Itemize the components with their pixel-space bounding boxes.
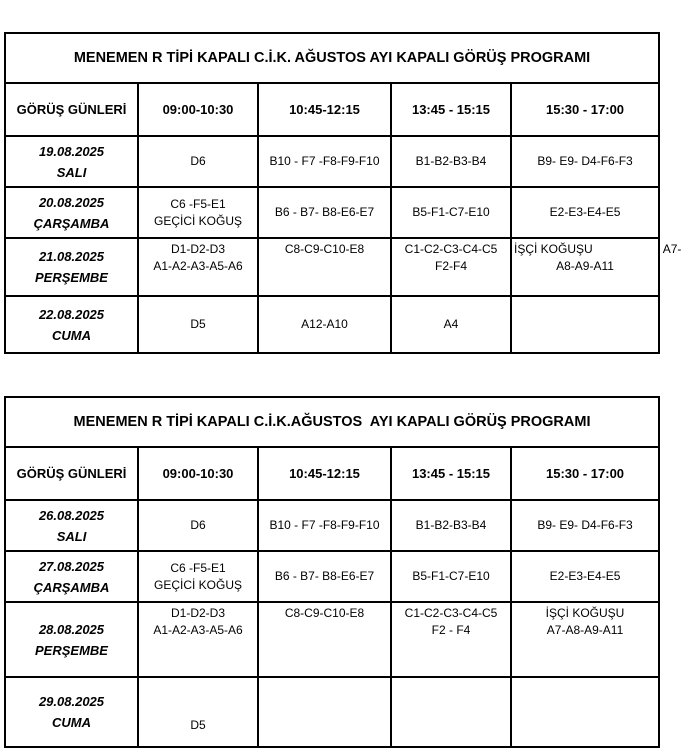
visit-weekday: ÇARŞAMBA xyxy=(33,579,110,595)
ward-list: GEÇİCİ KOĞUŞ xyxy=(153,577,242,592)
ward-list: B5-F1-C7-E10 xyxy=(412,569,490,583)
ward-list: A8-A9-A11 xyxy=(556,259,614,273)
visit-weekday: ÇARŞAMBA xyxy=(33,215,110,231)
ward-list: C1-C2-C3-C4-C5 xyxy=(404,606,498,620)
slot-cell xyxy=(258,296,391,353)
ward-list: D5 xyxy=(190,317,206,331)
slot-cell xyxy=(391,296,511,353)
slot-cell xyxy=(511,677,659,747)
slot-cell xyxy=(138,136,258,187)
table-row xyxy=(5,677,659,747)
slot-cell xyxy=(511,296,659,353)
slot-cell xyxy=(511,500,659,551)
header-slot-1: 09:00-10:30 xyxy=(138,447,258,500)
day-cell xyxy=(5,238,138,296)
visit-weekday: PERŞEMBE xyxy=(35,270,108,285)
slot-cell xyxy=(138,602,258,677)
ward-list: F2-F4 xyxy=(434,259,467,273)
slot-cell xyxy=(258,500,391,551)
slot-cell xyxy=(511,187,659,238)
visit-date: 26.08.2025 xyxy=(38,507,105,523)
visit-date: 20.08.2025 xyxy=(38,194,105,210)
schedule-table-1 xyxy=(4,32,681,354)
slot-cell xyxy=(258,677,391,747)
visit-weekday: SALI xyxy=(56,164,87,180)
header-slot-3: 13:45 - 15:15 xyxy=(391,83,511,136)
slot-cell xyxy=(391,136,511,187)
schedule-title: MENEMEN R TİPİ KAPALI C.İ.K.AĞUSTOS AYI KAPALI GÖRÜŞ PROGRAMI xyxy=(5,397,659,447)
slot-cell xyxy=(258,238,391,296)
ward-list: E2-E3-E4-E5 xyxy=(549,205,621,219)
ward-list: C6 -F5-E1 xyxy=(170,196,226,211)
ward-list: A12-A10 xyxy=(301,317,348,331)
slot-cell xyxy=(391,500,511,551)
visit-weekday: SALI xyxy=(56,528,87,544)
table-row xyxy=(5,602,659,677)
table-row xyxy=(5,296,659,353)
schedule-title: MENEMEN R TİPİ KAPALI C.İ.K. AĞUSTOS AYI KAPALI GÖRÜŞ PROGRAMI xyxy=(5,33,659,83)
ward-list: D5 xyxy=(190,718,206,732)
slot-cell xyxy=(138,551,258,602)
ward-list: B6 - B7- B8-E6-E7 xyxy=(274,205,375,219)
ward-list: İŞÇİ KOĞUŞU xyxy=(545,606,625,620)
ward-list: C8-C9-C10-E8 xyxy=(284,606,365,620)
ward-list: C8-C9-C10-E8 xyxy=(284,242,365,256)
day-cell xyxy=(5,551,138,602)
table-row xyxy=(5,238,659,296)
schedule-table-2 xyxy=(4,396,660,748)
ward-list: D1-D2-D3 xyxy=(170,242,225,256)
ward-list: A1-A2-A3-A5-A6 xyxy=(153,623,243,637)
slot-cell xyxy=(391,551,511,602)
day-cell xyxy=(5,500,138,551)
day-cell xyxy=(5,677,138,747)
day-cell xyxy=(5,136,138,187)
slot-cell xyxy=(138,296,258,353)
visit-weekday: CUMA xyxy=(52,715,91,730)
ward-list: B6 - B7- B8-E6-E7 xyxy=(274,569,375,583)
visit-weekday: CUMA xyxy=(52,327,91,343)
slot-cell xyxy=(511,602,659,677)
table-row xyxy=(5,551,659,602)
slot-cell xyxy=(391,602,511,677)
table-row xyxy=(5,187,659,238)
slot-cell xyxy=(391,238,511,296)
ward-list: İŞÇİ KOĞUŞU xyxy=(514,242,593,256)
ward-list: B10 - F7 -F8-F9-F10 xyxy=(269,518,380,532)
slot-cell xyxy=(258,602,391,677)
day-cell xyxy=(5,296,138,353)
slot-cell xyxy=(391,187,511,238)
ward-list: C6 -F5-E1 xyxy=(170,560,226,575)
slot-cell xyxy=(258,187,391,238)
slot-cell xyxy=(511,136,659,187)
slot-cell xyxy=(258,136,391,187)
ward-list: A7- xyxy=(662,242,681,256)
header-slot-1: 09:00-10:30 xyxy=(138,83,258,136)
header-visit-days: GÖRÜŞ GÜNLERİ xyxy=(5,83,138,136)
visit-date: 21.08.2025 xyxy=(38,249,105,264)
visit-date: 22.08.2025 xyxy=(38,306,105,322)
day-cell xyxy=(5,187,138,238)
slot-cell xyxy=(258,551,391,602)
header-visit-days: GÖRÜŞ GÜNLERİ xyxy=(5,447,138,500)
slot-cell xyxy=(138,187,258,238)
ward-list: B10 - F7 -F8-F9-F10 xyxy=(269,154,380,168)
ward-list: B5-F1-C7-E10 xyxy=(412,205,490,219)
visit-date: 19.08.2025 xyxy=(38,143,105,159)
slot-cell xyxy=(138,500,258,551)
ward-list: B9- E9- D4-F6-F3 xyxy=(537,154,633,168)
ward-list: A4 xyxy=(443,317,459,331)
ward-list: F2 - F4 xyxy=(431,623,471,637)
ward-list: D6 xyxy=(190,518,206,532)
visit-date: 27.08.2025 xyxy=(38,558,105,574)
slot-cell xyxy=(511,551,659,602)
visit-date: 29.08.2025 xyxy=(38,694,105,709)
table-row xyxy=(5,500,659,551)
ward-list: C1-C2-C3-C4-C5 xyxy=(404,242,498,256)
ward-list: A1-A2-A3-A5-A6 xyxy=(153,259,243,273)
slot-cell xyxy=(391,677,511,747)
ward-list: E2-E3-E4-E5 xyxy=(549,569,621,583)
day-cell xyxy=(5,602,138,677)
ward-list: D6 xyxy=(190,154,206,168)
visit-date: 28.08.2025 xyxy=(38,621,105,637)
ward-list: A7-A8-A9-A11 xyxy=(546,623,624,637)
header-slot-4: 15:30 - 17:00 xyxy=(511,447,659,500)
slot-cell xyxy=(138,677,258,747)
ward-list: B1-B2-B3-B4 xyxy=(415,154,487,168)
ward-list: B1-B2-B3-B4 xyxy=(415,518,487,532)
header-slot-3: 13:45 - 15:15 xyxy=(391,447,511,500)
ward-list: B9- E9- D4-F6-F3 xyxy=(537,518,633,532)
slot-cell xyxy=(138,238,258,296)
ward-list: D1-D2-D3 xyxy=(170,606,225,620)
header-slot-2: 10:45-12:15 xyxy=(258,83,391,136)
header-slot-4: 15:30 - 17:00 xyxy=(511,83,659,136)
header-slot-2: 10:45-12:15 xyxy=(258,447,391,500)
table-row xyxy=(5,136,659,187)
ward-list: GEÇİCİ KOĞUŞ xyxy=(153,213,242,228)
slot-cell xyxy=(511,238,681,296)
visit-weekday: PERŞEMBE xyxy=(35,642,108,658)
